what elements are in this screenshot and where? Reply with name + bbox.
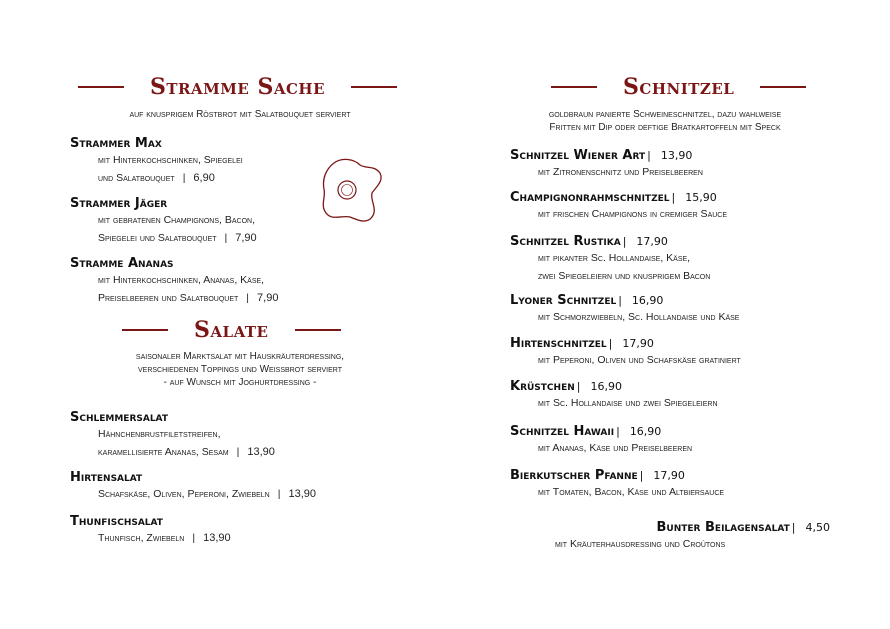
item-description: Schafskäse, Oliven, Peperoni, Zwiebeln | 13,90 [98,488,317,500]
item-name: Schnitzel Rustika | 17,90 [510,234,668,249]
menu-item [510,336,741,369]
menu-item [510,190,727,223]
section-header-salate [122,317,341,343]
section-title: Salate [194,317,269,343]
section-title: Stramme Sache [150,74,326,100]
menu-item-extra [510,520,830,553]
item-price: 7,90 [235,232,257,244]
menu-item [510,148,703,181]
fried-egg-icon [320,157,384,225]
divider [351,86,397,88]
divider [78,86,124,88]
menu-item [510,293,739,326]
divider [760,86,806,88]
item-description: mit Hinterkochschinken, Ananas, Käse, [98,274,265,286]
item-price: 17,90 [622,337,654,350]
item-description: mit Peperoni, Oliven und Schafskäse gratiniert [538,354,741,366]
menu-item [70,196,257,247]
divider [295,329,341,331]
menu-item [70,410,275,461]
item-description: mit Zitronenschnitz und Preiselbeeren [538,166,703,178]
menu-item [510,379,718,412]
item-price: 17,90 [653,469,685,482]
item-description-line2: Spiegelei und Salatbouquet | 7,90 [98,232,257,244]
section-subtitle: saisonaler Marktsalat mit Hauskräuterdressing, verschiedenen Toppings und Weissbrot serviert - auf Wunsch mit Joghurtdressing - [135,351,345,388]
item-price: 13,90 [660,149,693,162]
item-name: Schlemmersalat [70,410,168,425]
item-description: mit gebratenen Champignons, Bacon, [98,214,255,226]
item-name: Hirtenschnitzel | 17,90 [510,336,654,351]
item-name: Lyoner Schnitzel | 16,90 [510,293,664,308]
item-price: 13,90 [247,446,275,458]
item-description-line2: und Salatbouquet | 6,90 [98,172,215,184]
item-description: Hähnchenbrustfiletstreifen, [98,428,221,440]
item-description-line2: Preiselbeeren und Salatbouquet | 7,90 [98,292,279,304]
item-name: Hirtensalat [70,470,143,485]
menu-item [70,470,316,503]
menu-item [70,514,231,547]
section-header-stramme-sache [78,74,397,100]
item-description-line2: karamellisierte Ananas, Sesam | 13,90 [98,446,275,458]
item-price: 7,90 [257,292,279,304]
item-price: 6,90 [193,172,215,184]
menu-item [510,424,692,457]
item-name: Krüstchen | 16,90 [510,379,622,394]
item-price: 16,90 [631,294,664,307]
item-description: mit Schmorzwiebeln, Sc. Hollandaise und Käse [538,311,740,323]
item-name: Thunfischsalat [70,514,163,529]
item-description-line2: zwei Spiegeleiern und knusprigem Bacon [538,270,711,282]
section-title: Schnitzel [623,74,735,100]
item-name: Schnitzel Wiener Art | 13,90 [510,148,693,163]
menu-item [70,136,243,187]
item-description: mit Hinterkochschinken, Spiegelei [98,154,243,166]
section-subtitle: goldbraun panierte Schweineschnitzel, dazu wahlweise Fritten mit Dip oder deftige Bratkartoffeln mit Speck [548,109,782,133]
divider [551,86,597,88]
section-subtitle: auf knusprigem Röstbrot mit Salatbouquet serviert [129,109,351,120]
item-price: 4,50 [805,521,830,534]
item-description: mit Sc. Hollandaise und zwei Spiegeleiern [538,397,718,409]
item-description: Thunfisch, Zwiebeln | 13,90 [98,532,231,544]
menu-item [510,234,710,285]
item-description: mit Tomaten, Bacon, Käse und Altbiersauce [538,486,725,498]
item-name: Strammer Max [70,136,162,151]
item-price: 17,90 [636,235,668,248]
item-description: mit Kräuterhausdressing und Croûtons [555,538,726,550]
item-price: 16,90 [629,425,662,438]
item-name: Champignonrahmschnitzel | 15,90 [510,190,717,205]
menu-item [70,256,278,307]
item-name: Stramme Ananas [70,256,174,271]
item-description: mit pikanter Sc. Hollandaise, Käse, [538,252,691,264]
menu-item [510,468,724,501]
item-description: mit Ananas, Käse und Preiselbeeren [538,442,693,454]
item-price: 13,90 [203,532,231,544]
item-name: Bunter Beilagensalat | 4,50 [656,520,830,535]
item-price: 16,90 [590,380,622,393]
item-name: Bierkutscher Pfanne | 17,90 [510,468,685,483]
section-header-schnitzel [551,74,806,100]
divider [122,329,168,331]
item-price: 15,90 [685,191,717,204]
item-name: Schnitzel Hawaii | 16,90 [510,424,662,439]
item-description: mit frischen Champignons in cremiger Sauce [538,208,728,220]
item-name: Strammer Jäger [70,196,168,211]
item-price: 13,90 [288,488,317,500]
